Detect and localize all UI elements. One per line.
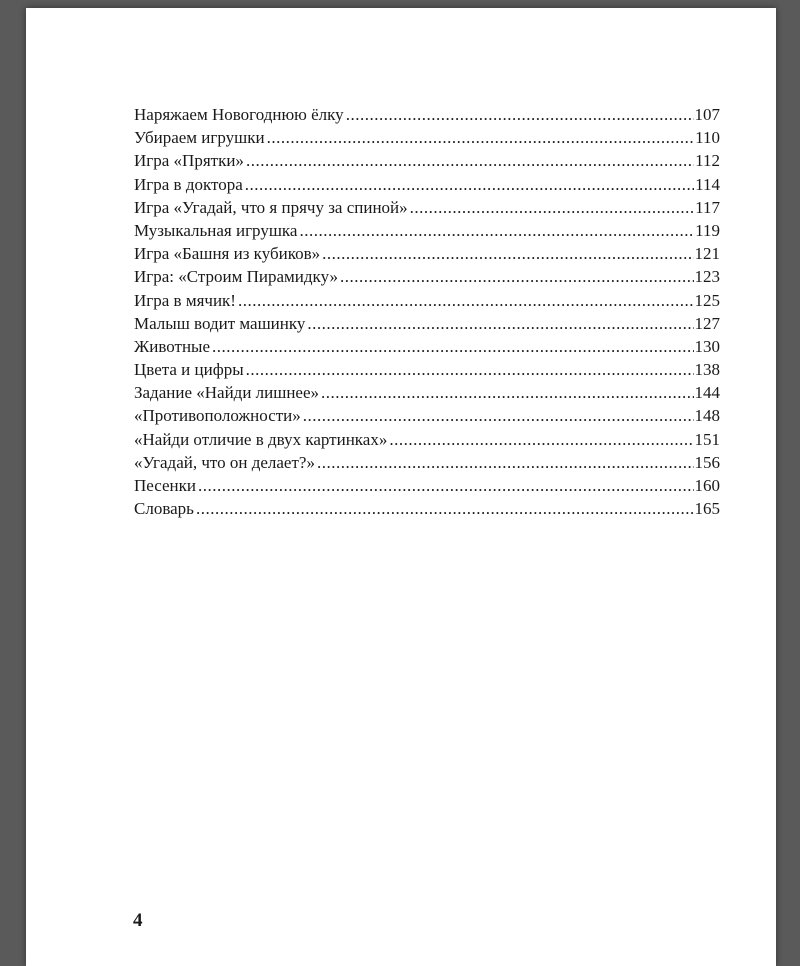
toc-entry xyxy=(134,198,720,221)
toc-entry-title: Убираем игрушки xyxy=(134,128,265,148)
toc-entry-title: «Противоположности» xyxy=(134,406,301,426)
toc-entry xyxy=(134,430,720,453)
toc-entry-page: 119 xyxy=(695,220,720,240)
toc-entry xyxy=(134,267,720,290)
toc-entry xyxy=(134,244,720,267)
toc-entry xyxy=(134,221,720,244)
toc-dot-leader xyxy=(389,430,693,450)
toc-dot-leader xyxy=(346,105,694,125)
toc-entry-title: Игра: «Строим Пирамидку» xyxy=(134,267,338,287)
toc-entry-title: «Угадай, что он делает?» xyxy=(134,452,315,472)
toc-entry xyxy=(134,314,720,337)
toc-dot-leader xyxy=(212,337,693,357)
toc-entry-title: Задание «Найди лишнее» xyxy=(134,383,320,403)
toc-dot-leader xyxy=(340,267,694,287)
toc-dot-leader xyxy=(198,476,694,496)
toc-dot-leader xyxy=(246,151,694,171)
toc-dot-leader xyxy=(267,128,695,148)
toc-entry xyxy=(134,383,720,406)
toc-entry-page: 151 xyxy=(694,429,720,449)
toc-entry-page: 123 xyxy=(694,267,720,287)
toc-entry-page: 156 xyxy=(694,452,720,472)
document-page xyxy=(26,8,776,966)
toc-entry-page: 110 xyxy=(695,128,720,148)
toc-entry-page: 117 xyxy=(695,197,720,217)
toc-entry-title: Наряжаем Новогоднюю ёлку xyxy=(134,105,344,124)
toc-entry-title: Игра в доктора xyxy=(134,174,243,194)
toc-entry-page: 127 xyxy=(694,313,720,333)
toc-entry-title: Песенки xyxy=(134,476,196,495)
toc-entry xyxy=(134,360,720,383)
toc-dot-leader xyxy=(321,383,693,403)
toc-entry-title: «Найди отличие в двух картинках» xyxy=(134,429,388,449)
toc-dot-leader xyxy=(299,221,694,241)
toc-entry xyxy=(134,453,720,476)
toc-entry-title: Игра в мячик! xyxy=(134,290,236,310)
toc-entry xyxy=(134,476,720,499)
toc-entry-title: Игра «Башня из кубиков» xyxy=(134,244,321,264)
toc-entry xyxy=(134,406,720,429)
toc-entry-title: Игра «Прятки» xyxy=(134,151,244,171)
table-of-contents xyxy=(134,105,720,522)
toc-entry-page: 144 xyxy=(694,383,720,403)
toc-entry-title: Игра «Угадай, что я прячу за спиной» xyxy=(134,197,408,217)
toc-dot-leader xyxy=(307,314,693,334)
toc-entry xyxy=(134,128,720,151)
toc-entry-page: 138 xyxy=(694,360,720,380)
toc-entry-title: Малыш водит машинку xyxy=(134,313,306,333)
toc-entry-page: 114 xyxy=(695,174,720,194)
toc-dot-leader xyxy=(303,406,694,426)
toc-entry xyxy=(134,337,720,360)
toc-dot-leader xyxy=(196,499,694,519)
toc-dot-leader xyxy=(322,244,693,264)
toc-dot-leader xyxy=(238,291,694,311)
toc-entry-page: 130 xyxy=(694,336,720,356)
page-number: 4 xyxy=(133,910,143,931)
toc-entry xyxy=(134,175,720,198)
toc-entry-title: Цвета и цифры xyxy=(134,360,244,380)
toc-dot-leader xyxy=(317,453,694,473)
toc-entry-page: 165 xyxy=(694,499,720,519)
toc-entry-page: 121 xyxy=(694,244,720,264)
toc-entry-page: 160 xyxy=(694,476,720,495)
toc-entry-title: Словарь xyxy=(134,499,194,519)
toc-entry-page: 112 xyxy=(695,151,720,171)
toc-entry xyxy=(134,291,720,314)
toc-entry xyxy=(134,151,720,174)
toc-entry xyxy=(134,105,720,128)
toc-dot-leader xyxy=(410,198,694,218)
toc-entry-title: Музыкальная игрушка xyxy=(134,220,298,240)
toc-entry xyxy=(134,499,720,522)
toc-entry-page: 107 xyxy=(694,105,720,124)
toc-entry-page: 148 xyxy=(694,406,720,426)
toc-dot-leader xyxy=(245,175,694,195)
toc-dot-leader xyxy=(246,360,694,380)
toc-entry-title: Животные xyxy=(134,336,211,356)
toc-entry-page: 125 xyxy=(694,290,720,310)
